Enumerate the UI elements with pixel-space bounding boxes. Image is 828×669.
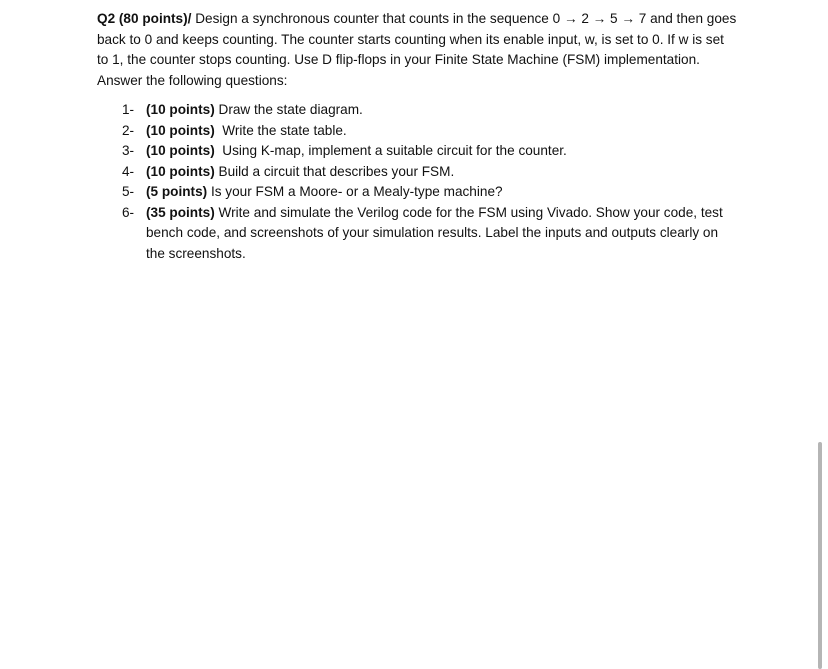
item-text: Using K-map, implement a suitable circuit for the counter. — [214, 143, 567, 158]
item-points: (5 points) — [146, 184, 208, 199]
item-number: 6- — [122, 204, 135, 220]
question-label: Q2 (80 points)/ — [97, 11, 192, 26]
list-item — [97, 100, 737, 121]
item-number: 4- — [122, 163, 135, 179]
item-points: (10 points) — [146, 163, 215, 179]
item-points: (35 points) — [146, 204, 215, 220]
document-body — [97, 9, 737, 264]
vertical-scrollbar[interactable] — [818, 442, 822, 669]
list-item — [97, 141, 737, 162]
list-item — [97, 182, 737, 203]
item-text: Is your FSM a Moore- or a Mealy-type machine? — [207, 184, 503, 199]
question-list — [97, 100, 737, 264]
item-text: Build a circuit that describes your FSM. — [214, 163, 455, 179]
item-text: Write the state table. — [214, 122, 347, 138]
item-text: Write and simulate the Verilog code for the FSM using Vivado. Show your code, test bench code, and screenshots of your simulation results. Label the inputs and outputs clearly on the screenshots. — [146, 204, 723, 261]
question-intro — [97, 9, 737, 91]
item-number: 2- — [122, 122, 135, 138]
item-points: (10 points) — [146, 102, 215, 117]
item-points: (10 points) — [146, 122, 215, 138]
item-points: (10 points) — [146, 143, 215, 158]
item-text: Draw the state diagram. — [214, 102, 363, 117]
list-item — [97, 121, 737, 142]
list-item — [97, 203, 737, 265]
item-number: 1- — [122, 102, 135, 117]
list-item — [97, 162, 737, 183]
item-number: 5- — [122, 184, 135, 199]
question-text: Design a synchronous counter that counts in the sequence 0 → 2 → 5 → 7 and then goes back to 0 and keeps counting. The counter starts counting when its enable input, w, is set to 0. If w is set to 1, the counter stops counting. Use D flip-flops in your Finite State Machine (FSM) implementation. Answer the following questions: — [97, 11, 737, 88]
item-number: 3- — [122, 143, 135, 158]
